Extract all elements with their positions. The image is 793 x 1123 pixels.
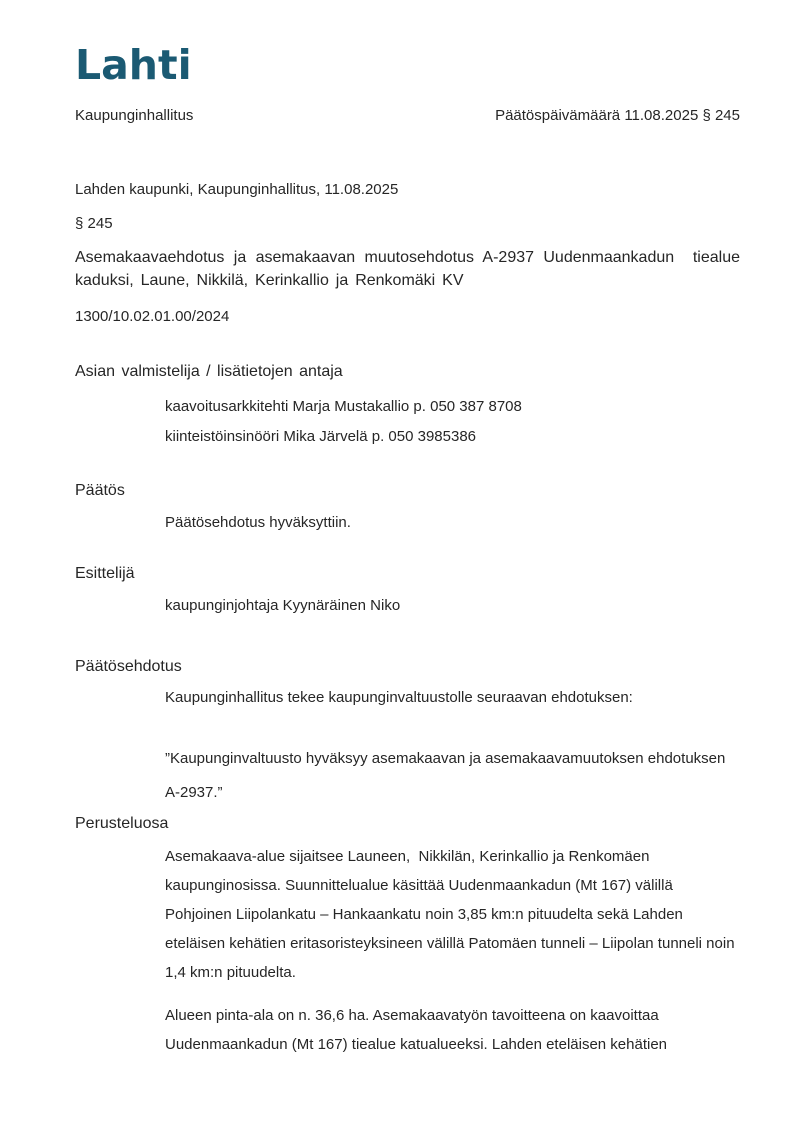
preparer-contact-1: kaavoitusarkkitehti Marja Mustakallio p. 050 387 8708 (165, 398, 522, 415)
justification-paragraph-2: Alueen pinta-ala on n. 36,6 ha. Asemakaavatyön tavoitteena on kaavoittaa Uudenmaankadun (Mt 167) tiealue katualueeksi. Lahden eteläisen kehätien (165, 1007, 668, 1053)
section-presenter-heading: Esittelijä (75, 565, 135, 582)
proposal-quote-line-1: ”Kaupunginvaltuusto hyväksyy asemakaavan ja asemakaavamuutoksen ehdotuksen (165, 750, 726, 767)
presenter-text: kaupunginjohtaja Kyynäräinen Niko (165, 597, 401, 614)
section-decision-heading: Päätös (75, 482, 125, 499)
section-justification-heading: Perusteluosa (75, 815, 169, 832)
section-justification (75, 813, 740, 1059)
justification-paragraph-1: Asemakaava-alue sijaitsee Launeen, Nikkilän, Kerinkallio ja Renkomäen kaupunginosissa. Suunnittelualue käsittää Uudenmaankadun (Mt 167) välillä Pohjoinen Liipolankatu – Hankaankatu noin 3,85 km:n pituudelta sekä Lahden eteläisen kehätien eritasoristeyksineen välillä Patomäen tunneli – Liipolan tunneli noin 1,4 km:n pituudelta. (165, 848, 739, 981)
header-decision-date: Päätöspäivämäärä 11.08.2025 § 245 (495, 107, 740, 124)
lahti-logo: Lahti (75, 41, 192, 89)
section-preparer-heading: Asian valmistelija / lisätietojen antaja (75, 363, 343, 380)
section-proposal (75, 656, 740, 810)
source-line: Lahden kaupunki, Kaupunginhallitus, 11.08.2025 (75, 181, 399, 198)
preparer-contact-2: kiinteistöinsinööri Mika Järvelä p. 050 3985386 (165, 428, 477, 445)
section-proposal-heading: Päätösehdotus (75, 658, 182, 675)
section-presenter (75, 563, 740, 621)
proposal-intro: Kaupunginhallitus tekee kaupunginvaltuustolle seuraavan ehdotuksen: (165, 689, 633, 706)
header-organization: Kaupunginhallitus (75, 107, 194, 124)
document-header (75, 106, 740, 126)
diary-number: 1300/10.02.01.00/2024 (75, 308, 230, 325)
section-preparer (75, 361, 740, 452)
section-decision (75, 480, 740, 538)
paragraph-number: § 245 (75, 215, 113, 232)
case-title: Asemakaavaehdotus ja asemakaavan muutosehdotus A-2937 Uudenmaankadun tiealue kaduksi, Laune, Nikkilä, Kerinkallio ja Renkomäki KV (75, 249, 747, 289)
proposal-quote (165, 742, 740, 810)
decision-text: Päätösehdotus hyväksyttiin. (165, 514, 351, 531)
proposal-quote-line-2: A-2937.” (165, 784, 223, 801)
